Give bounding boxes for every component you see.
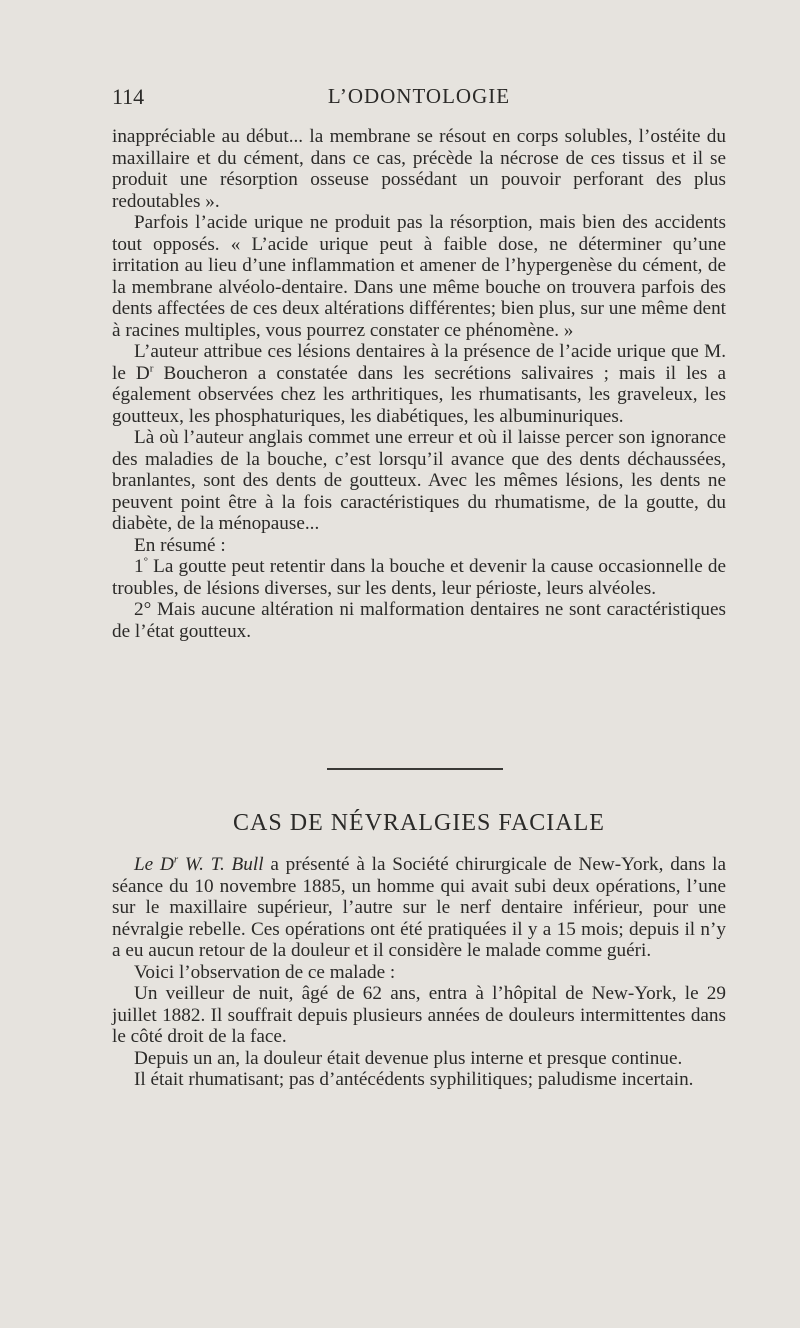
author-text: W. T. Bull [178, 854, 264, 875]
paragraph [112, 854, 726, 962]
running-title: L’ODONTOLOGIE [327, 84, 511, 108]
superscript: ° [143, 555, 148, 568]
paragraph: inappréciable au début... la membrane se résout en corps solubles, l’ostéite du maxillaire et du cément, dans ce cas, précède la nécrose de ces tissus et il se produit une résorption osseuse possédant un pouvoir perforant des plus redoutables ». [112, 126, 726, 212]
paragraph: Depuis un an, la douleur était devenue plus interne et presque continue. [134, 1047, 683, 1069]
article-continuation [112, 126, 726, 642]
paragraph: Là où l’auteur anglais commet une erreur et où il laisse percer son ignorance des maladies de la bouche, c’est lorsqu’il avance que des dents déchaussées, branlantes, sont des dents de goutteux. Avec les mêmes lésions, les dents ne peuvent point être à la fois caractéristiques du rhumatisme, de la goutte, du diabète, de la ménopause... [112, 427, 726, 534]
paragraph: Parfois l’acide urique ne produit pas la résorption, mais bien des accidents tout opposés. « L’acide urique peut à faible dose, ne déterminer qu’une irritation au lieu d’une inflammation et amener de l’hypergenèse du cément, de la membrane alvéolo-dentaire. Dans une même bouche on trouvera parfois des dents affectées de ces deux altérations différentes; bien plus, sur une même dent à racines multiples, vous pourrez constater ce phénomène. » [112, 212, 726, 341]
paragraph: Voici l’observation de ce malade : [134, 961, 396, 983]
paragraph: Il était rhumatisant; pas d’antécédents syphilitiques; paludisme incertain. [134, 1069, 694, 1090]
section-title: CAS DE NÉVRALGIES FACIALE [233, 810, 605, 836]
paragraph: Un veilleur de nuit, âgé de 62 ans, entra à l’hôpital de New-York, le 29 juillet 1882. Il souffrait depuis plusieurs années de douleurs intermittentes dans le côté droit de la face. [112, 983, 726, 1047]
paragraph-text: L’auteur attribue ces lésions dentaires à la présence de l’acide urique que M. le D [112, 341, 726, 384]
list-item [112, 556, 726, 599]
author-text: Le D [134, 854, 174, 875]
page-number: 114 [112, 84, 145, 109]
paragraph: En résumé : [134, 534, 226, 556]
list-number: 1 [134, 556, 144, 577]
page-header [112, 84, 726, 116]
list-text: La goutte peut retentir dans la bouche et devenir la cause occasionnelle de troubles, de lésions diverses, sur les dents, leur périoste, leurs alvéoles. [112, 556, 726, 599]
superscript: r [173, 853, 179, 866]
paragraph-text: Boucheron a constatée dans les secrétions salivaires ; mais il les a également observées chez les arthritiques, les rhumatisants, les graveleux, les goutteux, les phosphaturiques, les diabétiques, les albuminuriques. [112, 362, 726, 427]
author-name [134, 854, 264, 875]
list-item: 2° Mais aucune altération ni malformation dentaires ne sont caractéristiques de l’état goutteux. [112, 599, 726, 642]
article-body [112, 854, 726, 1091]
superscript: r [149, 362, 154, 375]
paragraph [112, 341, 726, 427]
section-divider [327, 768, 503, 770]
paragraph-text: a présenté à la Société chirurgicale de New-York, dans la séance du 10 novembre 1885, un homme qui avait subi deux opérations, l’une sur le maxillaire supérieur, l’autre sur le nerf dentaire inférieur, pour une névralgie rebelle. Ces opérations ont été pratiquées il y a 15 mois; depuis il n’y a eu aucun retour de la douleur et il considère le malade comme guéri. [112, 854, 727, 961]
